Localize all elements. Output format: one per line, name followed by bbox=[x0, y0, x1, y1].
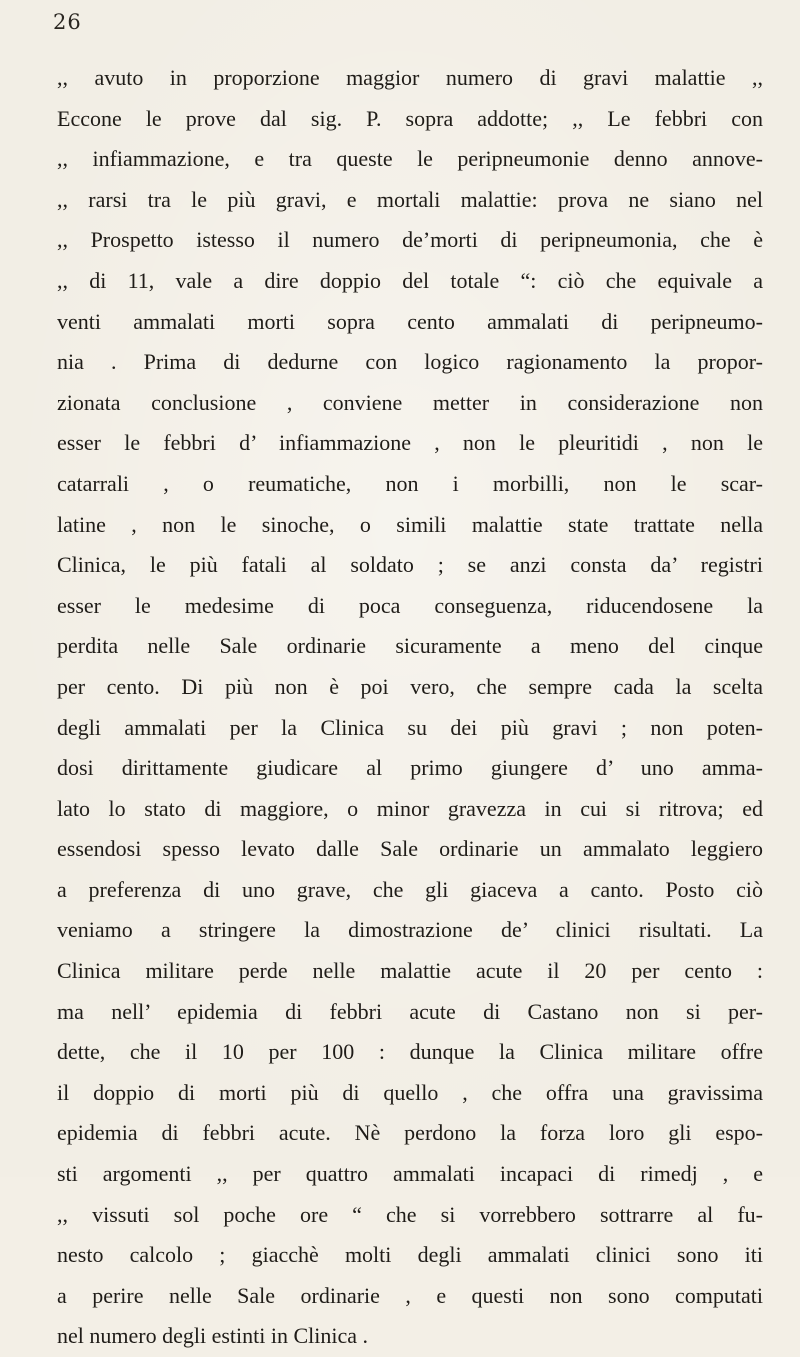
page-number: 26 bbox=[53, 10, 82, 34]
text-line: perdita nelle Sale ordinarie sicuramente a meno del cinque bbox=[57, 633, 763, 659]
text-line: catarrali , o reumatiche, non i morbilli, non le scar- bbox=[57, 470, 763, 496]
text-line: per cento. Di più non è poi vero, che sempre cada la scelta bbox=[57, 673, 763, 699]
text-line: latine , non le sinoche, o simili malattie state trattate nella bbox=[57, 511, 763, 537]
text-line: ,, vissuti sol poche ore “ che si vorrebbero sottrarre al fu- bbox=[57, 1201, 763, 1227]
text-line: essendosi spesso levato dalle Sale ordinarie un ammalato leggiero bbox=[57, 836, 763, 862]
text-line: a perire nelle Sale ordinarie , e questi non sono computati bbox=[57, 1282, 763, 1308]
body-text bbox=[57, 58, 763, 1357]
text-line: lato lo stato di maggiore, o minor gravezza in cui si ritrova; ed bbox=[57, 795, 763, 821]
text-line: Eccone le prove dal sig. P. sopra addotte; ,, Le febbri con bbox=[57, 105, 763, 131]
text-line: veniamo a stringere la dimostrazione de’ clinici risultati. La bbox=[57, 917, 763, 943]
text-line: nia . Prima di dedurne con logico ragionamento la propor- bbox=[57, 349, 763, 375]
text-line: nesto calcolo ; giacchè molti degli ammalati clinici sono iti bbox=[57, 1242, 763, 1268]
text-line: ma nell’ epidemia di febbri acute di Castano non si per- bbox=[57, 998, 763, 1024]
text-line: esser le medesime di poca conseguenza, riducendosene la bbox=[57, 592, 763, 618]
text-line: esser le febbri d’ infiammazione , non le pleuritidi , non le bbox=[57, 430, 763, 456]
text-line: dosi dirittamente giudicare al primo giungere d’ uno amma- bbox=[57, 755, 763, 781]
text-line: epidemia di febbri acute. Nè perdono la forza loro gli espo- bbox=[57, 1120, 763, 1146]
text-line: nel numero degli estinti in Clinica . bbox=[57, 1323, 368, 1349]
text-line: il doppio di morti più di quello , che offra una gravissima bbox=[57, 1079, 763, 1105]
text-line: sti argomenti ,, per quattro ammalati incapaci di rimedj , e bbox=[57, 1161, 763, 1187]
text-line: ,, rarsi tra le più gravi, e mortali malattie: prova ne siano nel bbox=[57, 186, 763, 212]
text-line: dette, che il 10 per 100 : dunque la Clinica militare offre bbox=[57, 1039, 763, 1065]
text-line: ,, di 11, vale a dire doppio del totale “: ciò che equivale a bbox=[57, 267, 763, 293]
text-line: a preferenza di uno grave, che gli giaceva a canto. Posto ciò bbox=[57, 876, 763, 902]
text-line: Clinica militare perde nelle malattie acute il 20 per cento : bbox=[57, 958, 763, 984]
text-line: ,, infiammazione, e tra queste le peripneumonie denno annove- bbox=[57, 146, 763, 172]
text-line: Clinica, le più fatali al soldato ; se anzi consta da’ registri bbox=[57, 552, 763, 578]
text-line: zionata conclusione , conviene metter in considerazione non bbox=[57, 389, 763, 415]
text-line: ,, avuto in proporzione maggior numero di gravi malattie ,, bbox=[57, 65, 763, 90]
text-line: degli ammalati per la Clinica su dei più gravi ; non poten- bbox=[57, 714, 763, 740]
text-line: ,, Prospetto istesso il numero de’morti di peripneumonia, che è bbox=[57, 227, 763, 253]
text-line: venti ammalati morti sopra cento ammalati di peripneumo- bbox=[57, 308, 763, 334]
